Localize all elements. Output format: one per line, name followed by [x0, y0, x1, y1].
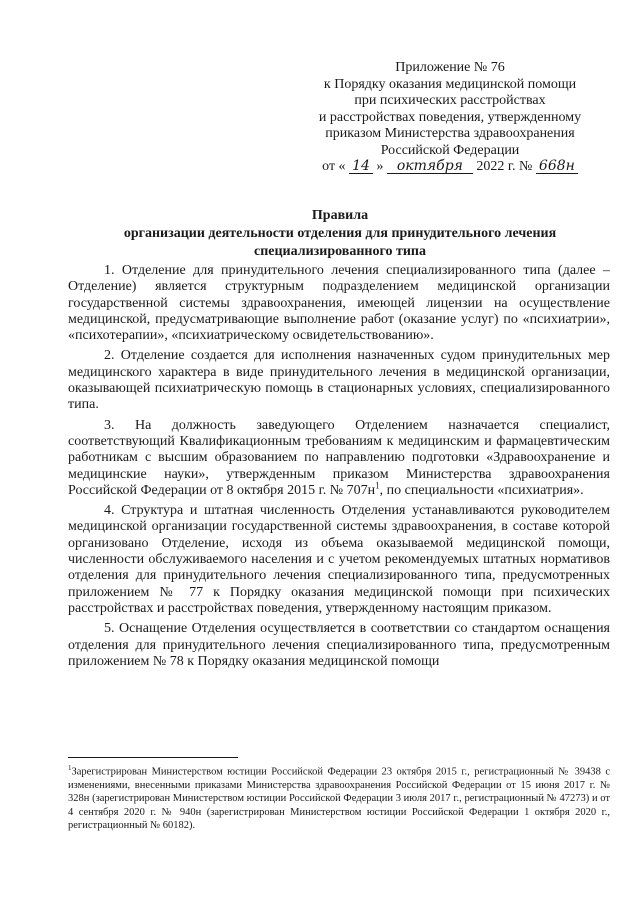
title-line-1: Правила — [311, 208, 369, 223]
footnote-text: Зарегистрирован Министерством юстиции Российской Федерации 23 октября 2015 г., регистрационный № 39438 с изменениями, внесенными приказами Министерства здравоохранения Российской Федерации от 15 июня 2017 г. № 328н (зарегистрирован Министерством юстиции Российской Федерации 3 июля 2017 г., регистрационный № 47273) и от 4 сентября 2020 г. № 940н (зарегистрирован Министерством юстиции Российской Федерации 1 октября 2020 г., регистрационный № 60182). — [68, 766, 610, 832]
paragraph-3 — [68, 418, 610, 499]
footnote-divider — [68, 757, 238, 758]
paragraph-2: 2. Отделение создается для исполнения назначенных судом принудительных мер медицинского характера в виде принудительного лечения в медицинской организации, оказывающей психиатрическую помощь в стационарных условиях, специализированного типа. — [68, 348, 610, 413]
document-body — [68, 263, 610, 674]
date-day-handwritten: 14 — [349, 159, 373, 174]
date-month-handwritten: октября — [387, 159, 473, 174]
footnote-mark: 1 — [68, 764, 72, 772]
appendix-line-2: к Порядку оказания медицинской помощи — [323, 76, 577, 92]
document-title — [70, 207, 610, 261]
paragraph-3-text: 3. На должность заведующего Отделением назначается специалист, соответствующий Квалификационным требованиям к медицинским и фармацевтическим работникам с высшим образованием по направлению подготовки «Здравоохранение и медицинские науки», утвержденным приказом Министерства здравоохранения Российской Федерации от 8 октября 2015 г. № 707н — [68, 417, 610, 498]
date-prefix: от « — [322, 159, 346, 174]
appendix-line-5: приказом Министерства здравоохранения — [325, 126, 575, 141]
paragraph-1: 1. Отделение для принудительного лечения специализированного типа (далее – Отделение) является структурным подразделением медицинской организации государственной системы здравоохранения, имеющей лицензии на осуществление медицинской, предусматривающие выполнение работ (оказание услуг) по «психиатрии», «психотерапии», «психиатрическому освидетельствованию». — [68, 263, 610, 344]
order-number-handwritten: 668н — [536, 159, 578, 174]
paragraph-3-tail: , по специальности «психиатрия». — [379, 482, 584, 498]
appendix-number: Приложение № 76 — [395, 60, 505, 75]
order-date-line — [300, 159, 600, 176]
appendix-line-6: Российской Федерации — [380, 142, 520, 158]
title-line-2: организации деятельности отделения для принудительного лечения — [123, 226, 557, 241]
date-year: 2022 г. № — [476, 159, 533, 174]
appendix-line-4: и расстройствах поведения, утвержденному — [318, 109, 582, 125]
paragraph-4: 4. Структура и штатная численность Отделения устанавливаются руководителем медицинской организации государственной системы здравоохранения, в составе которой организовано Отделение, исходя из объема оказываемой медицинской помощи, численности обслуживаемого населения и с учетом рекомендуемых штатных нормативов отделения для принудительного лечения специализированного типа, предусмотренных приложением № 77 к Порядку оказания медицинской помощи при психических расстройствах и расстройствах поведения, утвержденному настоящим приказом. — [68, 503, 610, 616]
footnote-reference[interactable]: 1 — [375, 480, 380, 491]
appendix-line-3: при психических расстройствах — [354, 93, 546, 108]
footnote — [68, 762, 610, 833]
paragraph-5: 5. Оснащение Отделения осуществляется в соответствии со стандартом оснащения отделения для принудительного лечения специализированного типа, предусмотренным приложением № 78 к Порядку оказания медицинской помощи — [68, 621, 610, 669]
title-line-3: специализированного типа — [253, 244, 426, 259]
date-mid: » — [376, 159, 384, 174]
appendix-header — [300, 60, 600, 176]
